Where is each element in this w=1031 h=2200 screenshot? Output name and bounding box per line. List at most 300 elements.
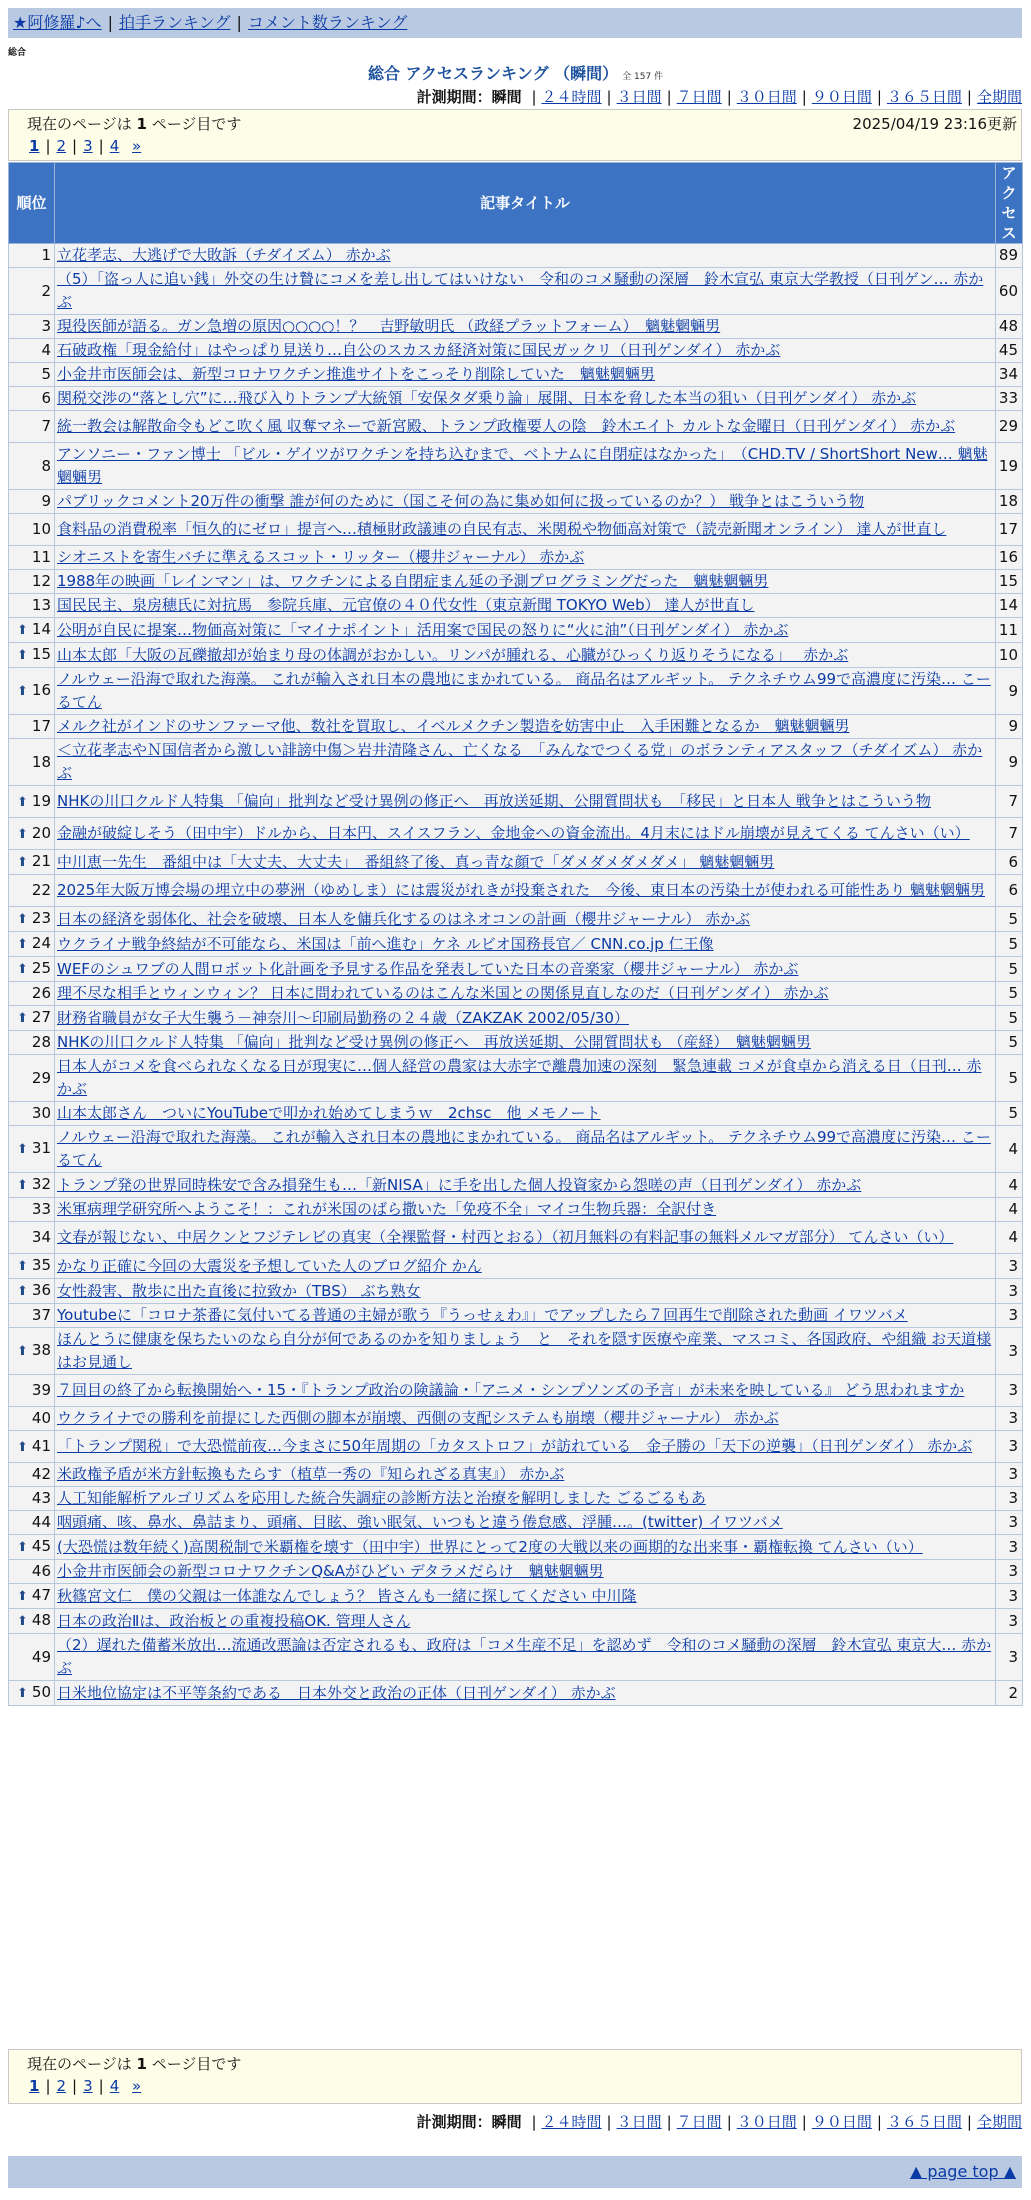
period-link[interactable]: ３６５日間 [886, 2113, 962, 2131]
rank-cell [9, 1431, 55, 1463]
access-count: 5 [996, 1006, 1023, 1031]
article-link[interactable]: ７回目の終了から転換開始へ・15・『トランプ政治の険議論・「アニメ・シンプソンズの予言」が未来を映している』 どう思われますか [57, 1381, 965, 1399]
article-link[interactable]: (大恐慌は数年続く)高関税制で米覇権を壊す（田中宇）世界にとって2度の大戦以来の画期的な出来事・覇権転換 てんさい（い） [57, 1537, 923, 1556]
up-arrow-icon: ⬆ [17, 937, 28, 952]
table-row [9, 570, 1023, 594]
comment-ranking-link[interactable]: コメント数ランキング [247, 13, 408, 32]
rank-number: 7 [41, 417, 51, 435]
article-link[interactable]: （5）「盗っ人に追い銭」外交の生け贄にコメを差し出してはいけない 令和のコメ騒動の深層 鈴木宣弘 東京大学教授（日刊ゲン… 赤かぶ [57, 270, 984, 311]
title-cell [55, 1511, 996, 1535]
separator: | [45, 137, 51, 155]
rank-number: 37 [31, 1306, 51, 1324]
period-link[interactable]: ７日間 [676, 88, 722, 106]
title-cell [55, 1681, 996, 1706]
article-link[interactable]: 山本太郎さん ついにYouTubeで叩かれ始めてしまうｗ 2chsc 他 メモノート [57, 1104, 601, 1122]
title-cell [55, 1102, 996, 1126]
rank-cell [9, 643, 55, 668]
up-arrow-icon: ⬆ [17, 1614, 28, 1629]
up-arrow-icon: ⬆ [17, 1142, 28, 1157]
access-count: 3 [996, 1609, 1023, 1634]
article-link[interactable]: ウクライナ戦争終結が不可能なら、米国は「前へ進む」ケネ ルビオ国務長官／ CNN.co.jp 仁王像 [57, 934, 714, 953]
up-arrow-icon: ⬆ [17, 1589, 28, 1604]
table-row [9, 1463, 1023, 1487]
rank-cell [9, 818, 55, 850]
rank-cell [9, 1511, 55, 1535]
access-count: 3 [996, 1328, 1023, 1375]
rank-cell [9, 1006, 55, 1031]
table-row [9, 668, 1023, 715]
article-link[interactable]: ウクライナでの勝利を前提にした西側の脚本が崩壊、西側の支配システムも崩壊（櫻井ジャーナル） 赤かぶ [57, 1409, 779, 1427]
access-count: 7 [996, 786, 1023, 818]
title-cell [55, 643, 996, 668]
table-row [9, 907, 1023, 932]
separator: | [801, 88, 807, 106]
title-cell [55, 363, 996, 387]
rank-number: 4 [41, 341, 51, 359]
table-row [9, 982, 1023, 1006]
article-link[interactable]: 立花孝志、大逃げで大敗訴（チダイズム） 赤かぶ [57, 246, 391, 264]
title-cell [55, 514, 996, 546]
rank-cell [9, 1487, 55, 1511]
separator: | [876, 88, 882, 106]
page-link[interactable]: 3 [83, 2077, 93, 2095]
table-row [9, 1102, 1023, 1126]
rank-cell [9, 315, 55, 339]
rank-number: 3 [41, 317, 51, 335]
rank-cell [9, 411, 55, 443]
rank-number: 47 [31, 1586, 51, 1604]
rank-number: 25 [31, 959, 51, 977]
separator: | [966, 2113, 972, 2131]
title-cell [55, 411, 996, 443]
rank-cell [9, 1222, 55, 1254]
access-count: 3 [996, 1279, 1023, 1304]
rank-number: 20 [31, 823, 51, 842]
article-link[interactable]: 関税交渉の“落とし穴”に…飛び入りトランプ大統領「安保タダ乗り論」展開、日本を脅した本当の狙い（日刊ゲンダイ） 赤かぶ [57, 389, 917, 407]
article-link[interactable]: Youtubeに「コロナ茶番に気付いてる普通の主婦が歌う『うっせぇわ』」でアップしたら７回再生で削除された動画 イワツバメ [57, 1306, 908, 1324]
access-count: 45 [996, 339, 1023, 363]
article-link[interactable]: 咽頭痛、咳、鼻水、鼻詰まり、頭痛、目眩、強い眠気、いつもと違う倦怠感、浮腫…。(twitter) イワツバメ [57, 1513, 783, 1531]
title-cell [55, 786, 996, 818]
table-row [9, 1304, 1023, 1328]
total-count: 全 157 件 [622, 72, 664, 82]
table-row [9, 786, 1023, 818]
access-count: 14 [996, 594, 1023, 618]
title-cell [55, 1279, 996, 1304]
title-cell [55, 957, 996, 982]
title-cell [55, 1407, 996, 1431]
table-row [9, 1279, 1023, 1304]
up-arrow-icon: ⬆ [17, 1011, 28, 1026]
rank-cell [9, 1328, 55, 1375]
page-link[interactable]: 2 [56, 2077, 67, 2095]
title-cell [55, 1487, 996, 1511]
rank-cell [9, 1304, 55, 1328]
period-link[interactable]: ２４時間 [541, 88, 602, 106]
access-count: 16 [996, 546, 1023, 570]
rank-cell [9, 514, 55, 546]
rank-cell [9, 387, 55, 411]
rank-cell [9, 875, 55, 907]
table-row [9, 315, 1023, 339]
access-count: 3 [996, 1407, 1023, 1431]
article-link[interactable]: ノルウェー沿海で取れた海藻。 これが輸入され日本の農地にまかれている。 商品名はアルギット。 テクネチウム99で高濃度に汚染… こーるてん [57, 670, 991, 711]
period-link[interactable]: ２４時間 [541, 2113, 602, 2131]
access-count: 34 [996, 363, 1023, 387]
separator: | [726, 2113, 732, 2131]
article-link[interactable]: 金融が破綻しそう（田中宇）ドルから、日本円、スイスフラン、金地金への資金流出。4月末にはドル崩壊が見えてくる てんさい（い） [57, 824, 970, 842]
title-cell [55, 1006, 996, 1031]
article-link[interactable]: アンソニー・ファン博士 「ビル・ゲイツがワクチンを持ち込むまで、ベトナムに自閉症はなかった」 （CHD.TV / ShortShort New… 魑魅魍魎男 [57, 445, 988, 486]
article-link[interactable]: 人工知能解析アルゴリズムを応用した統合失調症の診断方法と治療を解明しました ごるごるもあ [57, 1489, 706, 1507]
article-link[interactable]: メルク社がインドのサンファーマ他、数社を買取し、イベルメクチン製造を妨害中止 入手困難となるか 魑魅魍魎男 [57, 717, 850, 735]
article-link[interactable]: 秋篠宮文仁 僕の父親は一体誰なんでしょう？ 皆さんも一緒に探してください 中川隆 [57, 1586, 637, 1605]
article-link[interactable]: ほんとうに健康を保ちたいのなら自分が何であるのかを知りましょう と それを隠す医療や産業、マスコミ、各国政府、や組織 お天道様はお見通し [57, 1330, 992, 1371]
period-current: 瞬間 [491, 2113, 522, 2131]
title-cell [55, 594, 996, 618]
rank-cell [9, 1681, 55, 1706]
page-link[interactable]: 2 [56, 137, 67, 155]
up-arrow-icon: ⬆ [17, 1686, 28, 1701]
period-current: 瞬間 [491, 88, 522, 106]
article-link[interactable]: NHKの川口クルド人特集 「偏向」批判など受け異例の修正へ 再放送延期、公開質問状も 「移民」と日本人 戦争とはこういう物 [57, 792, 931, 810]
access-count: 29 [996, 411, 1023, 443]
page-title-line [0, 61, 1031, 84]
rank-cell [9, 618, 55, 643]
article-link[interactable]: シオニストを寄生バチに準えるスコット・リッター（櫻井ジャーナル） 赤かぶ [57, 548, 585, 566]
separator: | [726, 88, 732, 106]
footer-bar [8, 2156, 1022, 2188]
access-count: 5 [996, 1055, 1023, 1102]
separator: | [666, 2113, 672, 2131]
rank-cell [9, 1584, 55, 1609]
period-selector-top [417, 86, 1022, 107]
period-link[interactable]: ３０日間 [736, 2113, 797, 2131]
separator: | [666, 88, 672, 106]
article-link[interactable]: 小金井市医師会は、新型コロナワクチン推進サイトをこっそり削除していた 魑魅魍魎男 [57, 365, 655, 383]
title-cell [55, 982, 996, 1006]
table-row [9, 1006, 1023, 1031]
rank-number: 36 [31, 1281, 51, 1299]
top-nav [8, 8, 1022, 38]
article-link[interactable]: 小金井市医師会の新型コロナワクチンQ&Aがひどい デタラメだらけ 魑魅魍魎男 [57, 1562, 604, 1580]
title-cell [55, 570, 996, 594]
article-link[interactable]: WEFのシュワブの人間ロボット化計画を予見する作品を発表していた日本の音楽家（櫻井ジャーナル） 赤かぶ [57, 959, 799, 978]
rank-number: 18 [31, 752, 51, 771]
separator: | [801, 2113, 807, 2131]
rank-number: 14 [31, 620, 51, 638]
rank-number: 42 [31, 1465, 51, 1483]
rank-cell [9, 244, 55, 268]
page-links [29, 137, 141, 155]
rank-number: 12 [31, 572, 51, 590]
rank-cell [9, 339, 55, 363]
rank-cell [9, 982, 55, 1006]
table-row [9, 1031, 1023, 1055]
pager-top [8, 109, 1022, 161]
table-row [9, 1173, 1023, 1198]
period-link[interactable]: 全期間 [976, 2113, 1022, 2131]
table-row [9, 339, 1023, 363]
article-link[interactable]: ノルウェー沿海で取れた海藻。 これが輸入され日本の農地にまかれている。 商品名はアルギット。 テクネチウム99で高濃度に汚染… こーるてん [57, 1128, 991, 1169]
table-row [9, 739, 1023, 786]
article-link[interactable]: （2）遅れた備蓄米放出…流通改悪論は否定されるも、政府は「コメ生産不足」を認めず 令和のコメ騒動の深層 鈴木宣弘 東京大… 赤かぶ [57, 1636, 992, 1677]
table-row [9, 1487, 1023, 1511]
rank-number: 35 [31, 1256, 51, 1274]
period-link[interactable]: ９０日間 [811, 2113, 872, 2131]
table-row [9, 1431, 1023, 1463]
period-label: 計測期間： [416, 88, 492, 106]
access-count: 10 [996, 643, 1023, 668]
article-link[interactable]: 1988年の映画「レインマン」は、ワクチンによる自閉症まん延の予測プログラミングだった 魑魅魍魎男 [57, 572, 769, 590]
title-cell [55, 1431, 996, 1463]
article-link[interactable]: かなり正確に今回の大震災を予想していた人のブログ紹介 かん [57, 1256, 482, 1275]
rank-number: 30 [31, 1104, 51, 1122]
up-arrow-icon: ⬆ [17, 1284, 28, 1299]
table-row [9, 850, 1023, 875]
rank-number: 24 [31, 934, 51, 952]
period-link[interactable]: 全期間 [976, 88, 1022, 106]
article-link[interactable]: パブリックコメント20万件の衝撃 誰が何のために（国こそ何の為に集め如何に扱っているのか？） 戦争とはこういう物 [57, 492, 865, 510]
next-page-link[interactable]: » [132, 2077, 142, 2095]
page-info: 現在のページは 1 ページ目です [27, 115, 242, 133]
page-top-link[interactable]: ▲ page top ▲ [909, 2162, 1016, 2181]
category-label: 総合 [8, 48, 27, 58]
access-count: 60 [996, 268, 1023, 315]
article-link[interactable]: 理不尽な相手とウィンウィン？ 日本に問われているのはこんな米国との関係見直しなのだ（日刊ゲンダイ） 赤かぶ [57, 984, 829, 1002]
page-link[interactable]: 1 [29, 2077, 40, 2095]
page-link[interactable]: 3 [83, 137, 93, 155]
rank-cell [9, 268, 55, 315]
access-count: 3 [996, 1535, 1023, 1560]
separator: | [606, 2113, 612, 2131]
table-row [9, 1254, 1023, 1279]
title-cell [55, 1254, 996, 1279]
table-row [9, 818, 1023, 850]
rank-cell [9, 1198, 55, 1222]
header-access: アクセス [996, 163, 1023, 244]
rank-cell [9, 1560, 55, 1584]
title-cell [55, 443, 996, 490]
rank-number: 17 [31, 717, 51, 735]
article-link[interactable]: 2025年大阪万博会場の埋立中の夢洲（ゆめしま）には震災がれきが投棄された 今後、東日本の汚染土が使われる可能性あり 魑魅魍魎男 [57, 881, 985, 899]
period-selector-bottom [417, 2111, 1022, 2132]
access-count: 17 [996, 514, 1023, 546]
article-link[interactable]: 女性殺害、散歩に出た直後に拉致か（TBS） ぶち熟女 [57, 1281, 421, 1300]
table-row [9, 1511, 1023, 1535]
separator: | [876, 2113, 882, 2131]
table-row [9, 443, 1023, 490]
article-link[interactable]: 日本の経済を弱体化、社会を破壊、日本人を傭兵化するのはネオコンの計画（櫻井ジャーナル） 赤かぶ [57, 909, 751, 928]
up-arrow-icon: ⬆ [17, 794, 28, 810]
access-count: 9 [996, 668, 1023, 715]
rank-cell [9, 1173, 55, 1198]
up-arrow-icon: ⬆ [17, 1344, 28, 1359]
up-arrow-icon: ⬆ [17, 1178, 28, 1193]
article-link[interactable]: NHKの川口クルド人特集 「偏向」批判など受け異例の修正へ 再放送延期、公開質問状も （産経） 魑魅魍魎男 [57, 1033, 811, 1051]
article-link[interactable]: 食料品の消費税率「恒久的にゼロ」提言へ…積極財政議連の自民有志、米関税や物価高対策で（読売新聞オンライン） 達人が世直し [57, 520, 947, 538]
next-page-link[interactable]: » [132, 137, 142, 155]
rank-cell [9, 1463, 55, 1487]
table-row [9, 1560, 1023, 1584]
rank-number: 26 [31, 984, 51, 1002]
rank-cell [9, 594, 55, 618]
period-link[interactable]: ３日間 [616, 88, 662, 106]
article-link[interactable]: トランプ発の世界同時株安で含み損発生も…「新NISA」に手を出した個人投資家から怨嗟の声（日刊ゲンダイ） 赤かぶ [57, 1175, 862, 1194]
article-link[interactable]: 中川恵一先生 番組中は「大丈夫、大丈夫」 番組終了後、真っ青な顔で「ダメダメダメダメ」 魑魅魍魎男 [57, 852, 775, 871]
table-row [9, 1407, 1023, 1431]
separator: | [531, 2113, 537, 2131]
header-rank: 順位 [9, 163, 55, 244]
separator: | [72, 2077, 78, 2095]
access-count: 2 [996, 1681, 1023, 1706]
rank-number: 40 [31, 1409, 51, 1427]
access-count: 3 [996, 1584, 1023, 1609]
table-row [9, 411, 1023, 443]
article-link[interactable]: 財務省職員が女子大生襲う－神奈川～印刷局勤務の２４歳（ZAKZAK 2002/05/30） [57, 1008, 629, 1027]
rank-cell [9, 668, 55, 715]
page-title: 総合 アクセスランキング （瞬間） [367, 64, 619, 83]
period-link[interactable]: ３６５日間 [886, 88, 962, 106]
table-row [9, 1375, 1023, 1407]
article-link[interactable]: 現役医師が語る。ガン急増の原因○○○○！？ 吉野敏明氏 （政経プラットフォーム） 魑魅魍魎男 [57, 317, 721, 335]
rank-cell [9, 1055, 55, 1102]
rank-number: 41 [31, 1436, 51, 1455]
page-link[interactable]: 4 [109, 2077, 120, 2095]
rank-number: 50 [31, 1683, 51, 1701]
rank-number: 48 [31, 1611, 51, 1629]
updated-time: 2025/04/19 23:16更新 [852, 115, 1017, 133]
home-link[interactable]: ★阿修羅♪へ [13, 13, 102, 32]
title-cell [55, 618, 996, 643]
rank-cell [9, 546, 55, 570]
table-row [9, 268, 1023, 315]
rank-cell [9, 739, 55, 786]
article-link[interactable]: 文春が報じない、中居クンとフジテレビの真実（全裸監督・村西とおる）（初月無料の有料記事の無料メルマガ部分） てんさい（い） [57, 1228, 954, 1246]
rank-number: 16 [31, 681, 51, 699]
title-cell [55, 1126, 996, 1173]
access-count: 5 [996, 957, 1023, 982]
access-count: 18 [996, 490, 1023, 514]
access-count: 5 [996, 907, 1023, 932]
access-count: 6 [996, 850, 1023, 875]
article-link[interactable]: 山本太郎「大阪の瓦礫撤却が始まり母の体調がおかしい。リンパが腫れる、心臓がひっくり返りそうになる」 赤かぶ [57, 645, 849, 664]
separator: | [98, 2077, 104, 2095]
access-count: 3 [996, 1463, 1023, 1487]
access-count: 33 [996, 387, 1023, 411]
rank-number: 11 [31, 548, 51, 566]
rank-number: 38 [31, 1341, 51, 1359]
access-count: 5 [996, 982, 1023, 1006]
table-row [9, 594, 1023, 618]
separator: | [606, 88, 612, 106]
rank-cell [9, 1535, 55, 1560]
title-cell [55, 1609, 996, 1634]
title-cell [55, 932, 996, 957]
rank-cell [9, 1254, 55, 1279]
table-row [9, 643, 1023, 668]
rank-number: 44 [31, 1513, 51, 1531]
title-cell [55, 268, 996, 315]
ranking-table [8, 162, 1023, 1706]
period-link[interactable]: ７日間 [676, 2113, 722, 2131]
article-link[interactable]: 米政権予盾が米方針転換もたらす（植草一秀の『知られざる真実』） 赤かぶ [57, 1465, 565, 1483]
period-link[interactable]: ９０日間 [811, 88, 872, 106]
rank-number: 34 [31, 1228, 51, 1246]
applause-ranking-link[interactable]: 拍手ランキング [118, 13, 231, 32]
title-cell [55, 1198, 996, 1222]
access-count: 11 [996, 618, 1023, 643]
article-link[interactable]: 日米地位協定は不平等条約である 日本外交と政治の正体（日刊ゲンダイ） 赤かぶ [57, 1683, 616, 1702]
up-arrow-icon: ⬆ [17, 684, 28, 699]
article-link[interactable]: 日本人がコメを食べられなくなる日が現実に…個人経営の農家は大赤字で離農加速の深刻 緊急連載 コメが食卓から消える日（日刊… 赤かぶ [57, 1057, 982, 1098]
page-link[interactable]: 1 [29, 137, 40, 155]
separator: | [45, 2077, 51, 2095]
up-arrow-icon: ⬆ [17, 1259, 28, 1274]
access-count: 4 [996, 1173, 1023, 1198]
separator: | [98, 137, 104, 155]
article-link[interactable]: 統一教会は解散命令もどこ吹く風 収奪マネーで新宮殿、トランプ政権要人の陰 鈴木エイト カルトな金曜日（日刊ゲンダイ） 赤かぶ [57, 417, 956, 435]
article-link[interactable]: 日本の政治Ⅱは、政治板との重複投稿OK. 管理人さん [57, 1611, 411, 1630]
rank-number: 8 [41, 456, 51, 475]
rank-number: 13 [31, 596, 51, 614]
table-row [9, 1584, 1023, 1609]
rank-number: 32 [31, 1175, 51, 1193]
up-arrow-icon: ⬆ [17, 912, 28, 927]
article-link[interactable]: 国民民主、泉房穂氏に対抗馬 参院兵庫、元官僚の４０代女性（東京新聞 TOKYO Web） 達人が世直し [57, 596, 755, 614]
access-count: 3 [996, 1560, 1023, 1584]
table-row [9, 1222, 1023, 1254]
rank-number: 9 [41, 492, 51, 510]
page-link[interactable]: 4 [109, 137, 120, 155]
article-link[interactable]: 公明が自民に提案…物価高対策に「マイナポイント」活用案で国民の怒りに“火に油”（日刊ゲンダイ） 赤かぶ [57, 620, 789, 639]
rank-number: 46 [31, 1562, 51, 1580]
title-cell [55, 668, 996, 715]
access-count: 6 [996, 875, 1023, 907]
article-link[interactable]: ＜立花孝志やＮ国信者から激しい誹謗中傷＞岩井清隆さん、亡くなる 「みんなでつくる党」のボランティアスタッフ（チダイズム） 赤かぶ [57, 741, 983, 782]
access-count: 48 [996, 315, 1023, 339]
up-arrow-icon: ⬆ [17, 826, 28, 842]
pager-bottom [8, 2049, 1022, 2104]
rank-number: 5 [41, 365, 51, 383]
separator: | [236, 13, 242, 32]
table-row [9, 363, 1023, 387]
rank-cell [9, 363, 55, 387]
rank-number: 31 [31, 1139, 51, 1157]
rank-number: 43 [31, 1489, 51, 1507]
table-row [9, 514, 1023, 546]
access-count: 4 [996, 1126, 1023, 1173]
rank-number: 29 [31, 1068, 51, 1087]
rank-cell [9, 443, 55, 490]
table-row [9, 1198, 1023, 1222]
article-link[interactable]: 石破政権「現金給付」はやっぱり見送り…自公のスカスカ経済対策に国民ガックリ（日刊ゲンダイ） 赤かぶ [57, 341, 781, 359]
access-count: 9 [996, 715, 1023, 739]
page-links [29, 2077, 141, 2095]
article-link[interactable]: 米軍病理学研究所へようこそ！：これが米国のばら撒いた「免疫不全」マイコ生物兵器：全訳付き [57, 1200, 717, 1218]
period-link[interactable]: ３日間 [616, 2113, 662, 2131]
access-count: 89 [996, 244, 1023, 268]
access-count: 3 [996, 1304, 1023, 1328]
period-link[interactable]: ３０日間 [736, 88, 797, 106]
table-row [9, 1609, 1023, 1634]
rank-number: 33 [31, 1200, 51, 1218]
rank-cell [9, 932, 55, 957]
title-cell [55, 1055, 996, 1102]
title-cell [55, 1375, 996, 1407]
table-row [9, 244, 1023, 268]
article-link[interactable]: 「トランプ関税」で大恐慌前夜…今まさに50年周期の「カタストロフ」が訪れている 金子勝の「天下の逆襲」（日刊ゲンダイ） 赤かぶ [57, 1437, 973, 1455]
